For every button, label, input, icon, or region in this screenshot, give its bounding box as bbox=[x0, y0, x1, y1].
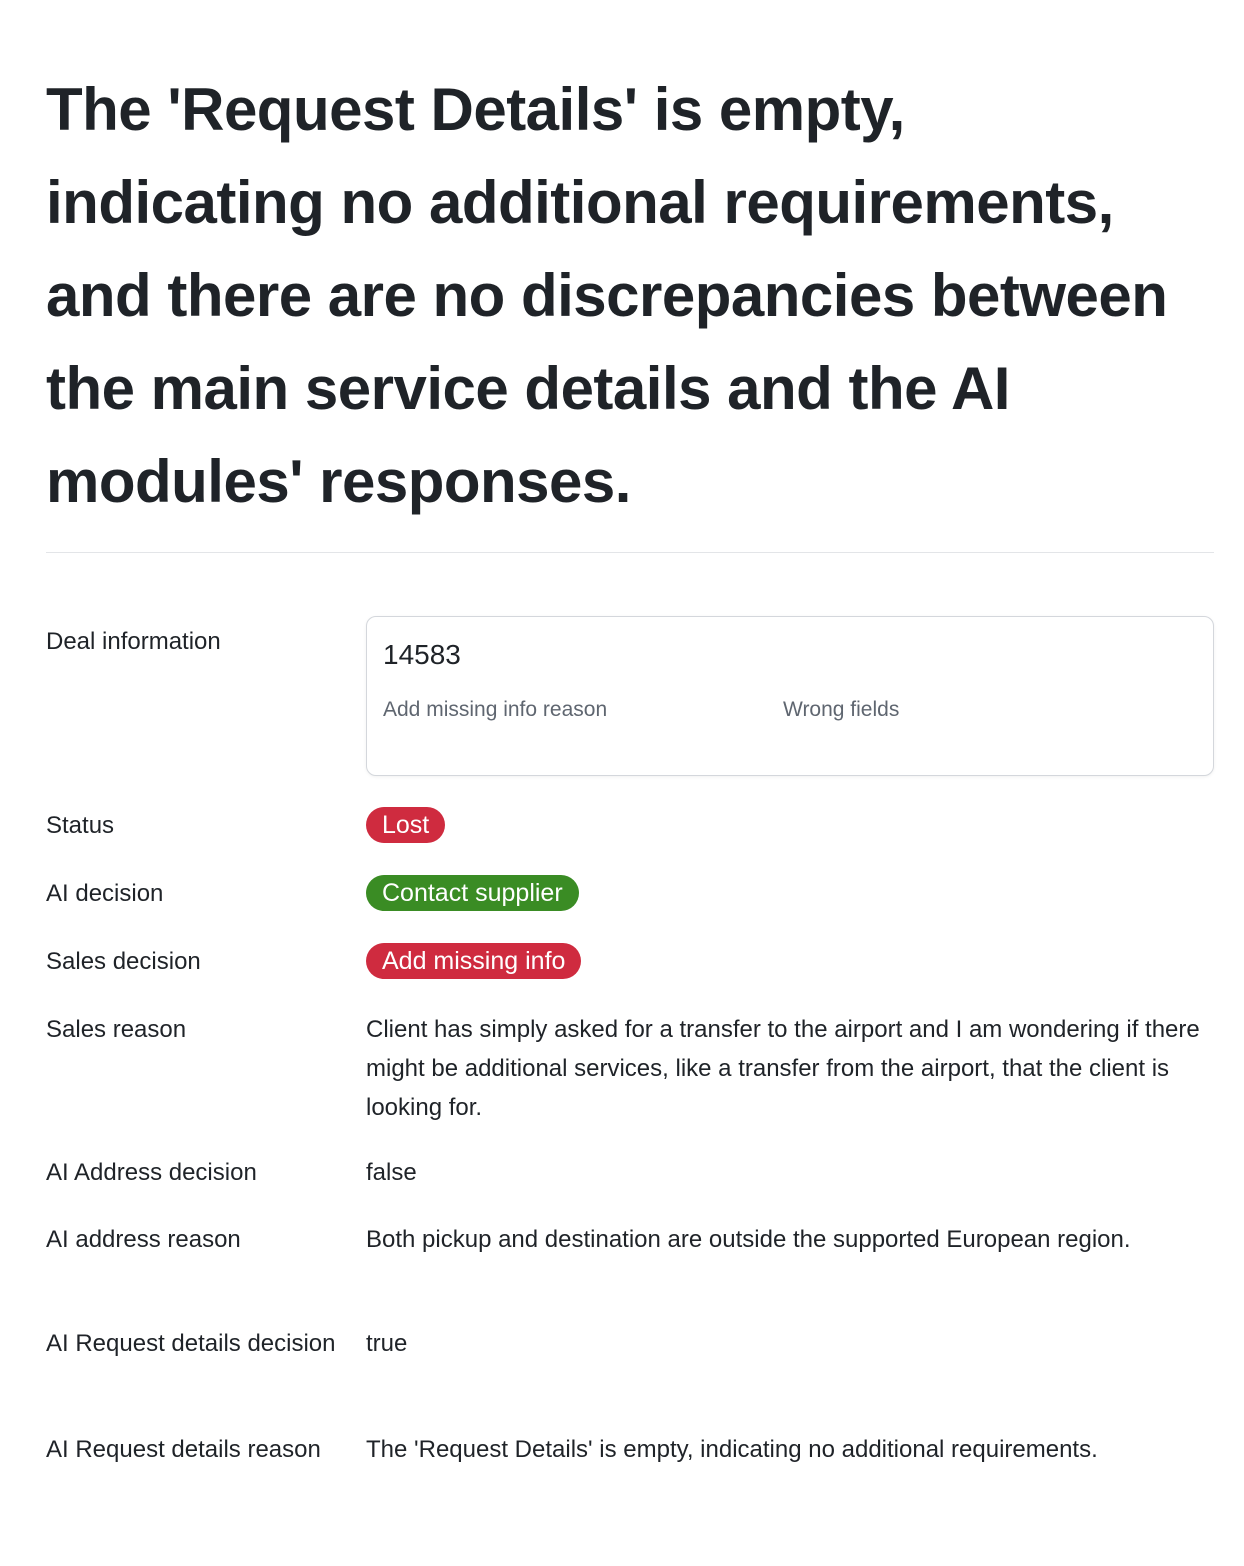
ai-address-reason-label: AI address reason bbox=[46, 1226, 241, 1253]
sales-decision-value bbox=[366, 942, 1214, 981]
sales-decision-label: Sales decision bbox=[46, 948, 201, 975]
sales-decision-badge: Add missing info bbox=[366, 943, 581, 979]
page-title: The 'Request Details' is empty, indicating no additional requirements, and there are no discrepancies between the main service details and the AI modules' responses. bbox=[46, 76, 1168, 515]
ai-request-details-reason-value: The 'Request Details' is empty, indicating no additional requirements. bbox=[366, 1436, 1098, 1463]
status-value bbox=[366, 806, 1214, 845]
deal-information-label: Deal information bbox=[46, 628, 221, 655]
ai-request-details-decision-value: true bbox=[366, 1330, 408, 1357]
sales-reason-label: Sales reason bbox=[46, 1016, 187, 1043]
ai-request-details-decision-label: AI Request details decision bbox=[46, 1330, 336, 1357]
status-label: Status bbox=[46, 812, 115, 839]
ai-decision-value bbox=[366, 874, 1214, 913]
deal-card[interactable] bbox=[366, 616, 1214, 776]
ai-decision-badge: Contact supplier bbox=[366, 875, 579, 911]
ai-address-decision-value: false bbox=[366, 1159, 417, 1186]
ai-decision-label: AI decision bbox=[46, 880, 164, 907]
add-missing-info-reason-label: Add missing info reason bbox=[383, 698, 608, 721]
divider bbox=[46, 552, 1214, 553]
wrong-fields-label: Wrong fields bbox=[783, 698, 900, 721]
sales-reason-value: Client has simply asked for a transfer to the airport and I am wondering if there might be additional services, like a transfer from the airport, that the client is looking for. bbox=[366, 1016, 1200, 1121]
ai-request-details-reason-label: AI Request details reason bbox=[46, 1436, 321, 1463]
ai-address-reason-value: Both pickup and destination are outside the supported European region. bbox=[366, 1226, 1131, 1253]
status-badge: Lost bbox=[366, 807, 445, 843]
deal-id: 14583 bbox=[383, 639, 461, 670]
ai-address-decision-label: AI Address decision bbox=[46, 1159, 257, 1186]
